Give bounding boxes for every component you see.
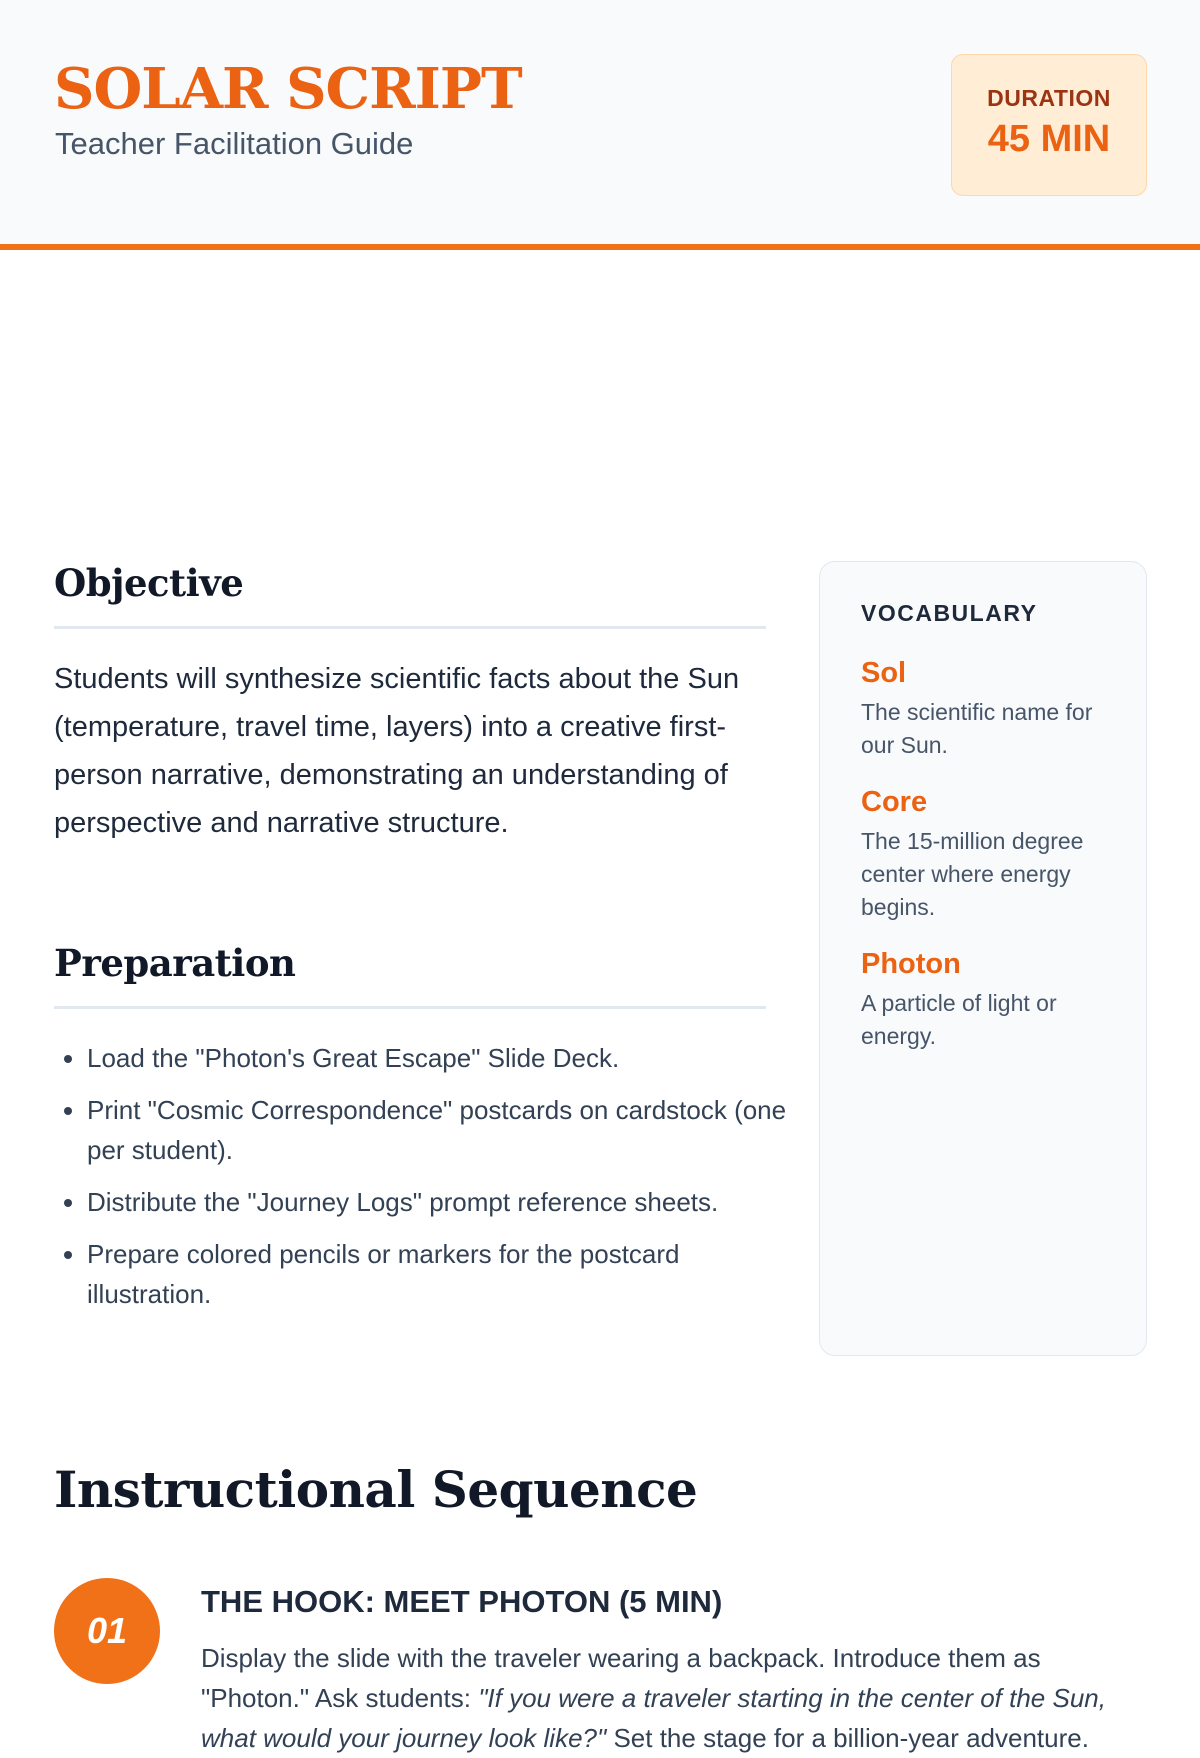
list-item: • Distribute the "Journey Logs" prompt reference sheets. <box>87 1182 807 1222</box>
step-number-badge: 01 <box>54 1578 160 1684</box>
vocab-term: Photon <box>861 948 961 980</box>
step-intro: Display the slide with the traveler wearing a backpack. Introduce them as "Photon." Ask students: <box>201 1643 1041 1713</box>
list-item: • Load the "Photon's Great Escape" Slide Deck. <box>87 1038 807 1078</box>
header <box>0 0 1200 250</box>
preparation-list <box>54 1038 807 1326</box>
page-subtitle: Teacher Facilitation Guide <box>55 126 414 161</box>
step-title: THE HOOK: MEET PHOTON (5 MIN) <box>201 1584 723 1619</box>
objective-heading: Objective <box>54 561 244 605</box>
objective-divider <box>54 626 766 629</box>
vocab-term: Core <box>861 786 928 818</box>
duration-label: DURATION <box>987 85 1111 111</box>
step-outro: Set the stage for a billion-year adventure. <box>606 1723 1089 1753</box>
sequence-heading: Instructional Sequence <box>54 1460 698 1519</box>
page-title: SOLAR SCRIPT <box>54 56 522 122</box>
list-item: • Prepare colored pencils or markers for the postcard illustration. <box>87 1234 807 1314</box>
vocabulary-panel <box>819 561 1147 1356</box>
objective-text: Students will synthesize scientific facts about the Sun (temperature, travel time, layers) into a creative first-person narrative, demonstrating an understanding of perspective and narrative structure. <box>54 663 740 839</box>
vocab-term: Sol <box>861 657 907 689</box>
step-description <box>201 1638 1151 1758</box>
list-item: • Print "Cosmic Correspondence" postcards on cardstock (one per student). <box>87 1090 807 1170</box>
duration-badge <box>951 54 1147 196</box>
vocab-definition: The 15-million degree center where energy begins. <box>861 828 1084 920</box>
duration-value: 45 MIN <box>987 118 1111 160</box>
preparation-divider <box>54 1006 766 1009</box>
vocabulary-title: VOCABULARY <box>861 600 1038 626</box>
vocab-definition: A particle of light or energy. <box>861 990 1057 1049</box>
step-prompt: "If you were a traveler starting in the center of the Sun, what would your journey look like?" <box>201 1683 1106 1753</box>
vocab-definition: The scientific name for our Sun. <box>861 699 1093 758</box>
preparation-heading: Preparation <box>54 941 296 985</box>
